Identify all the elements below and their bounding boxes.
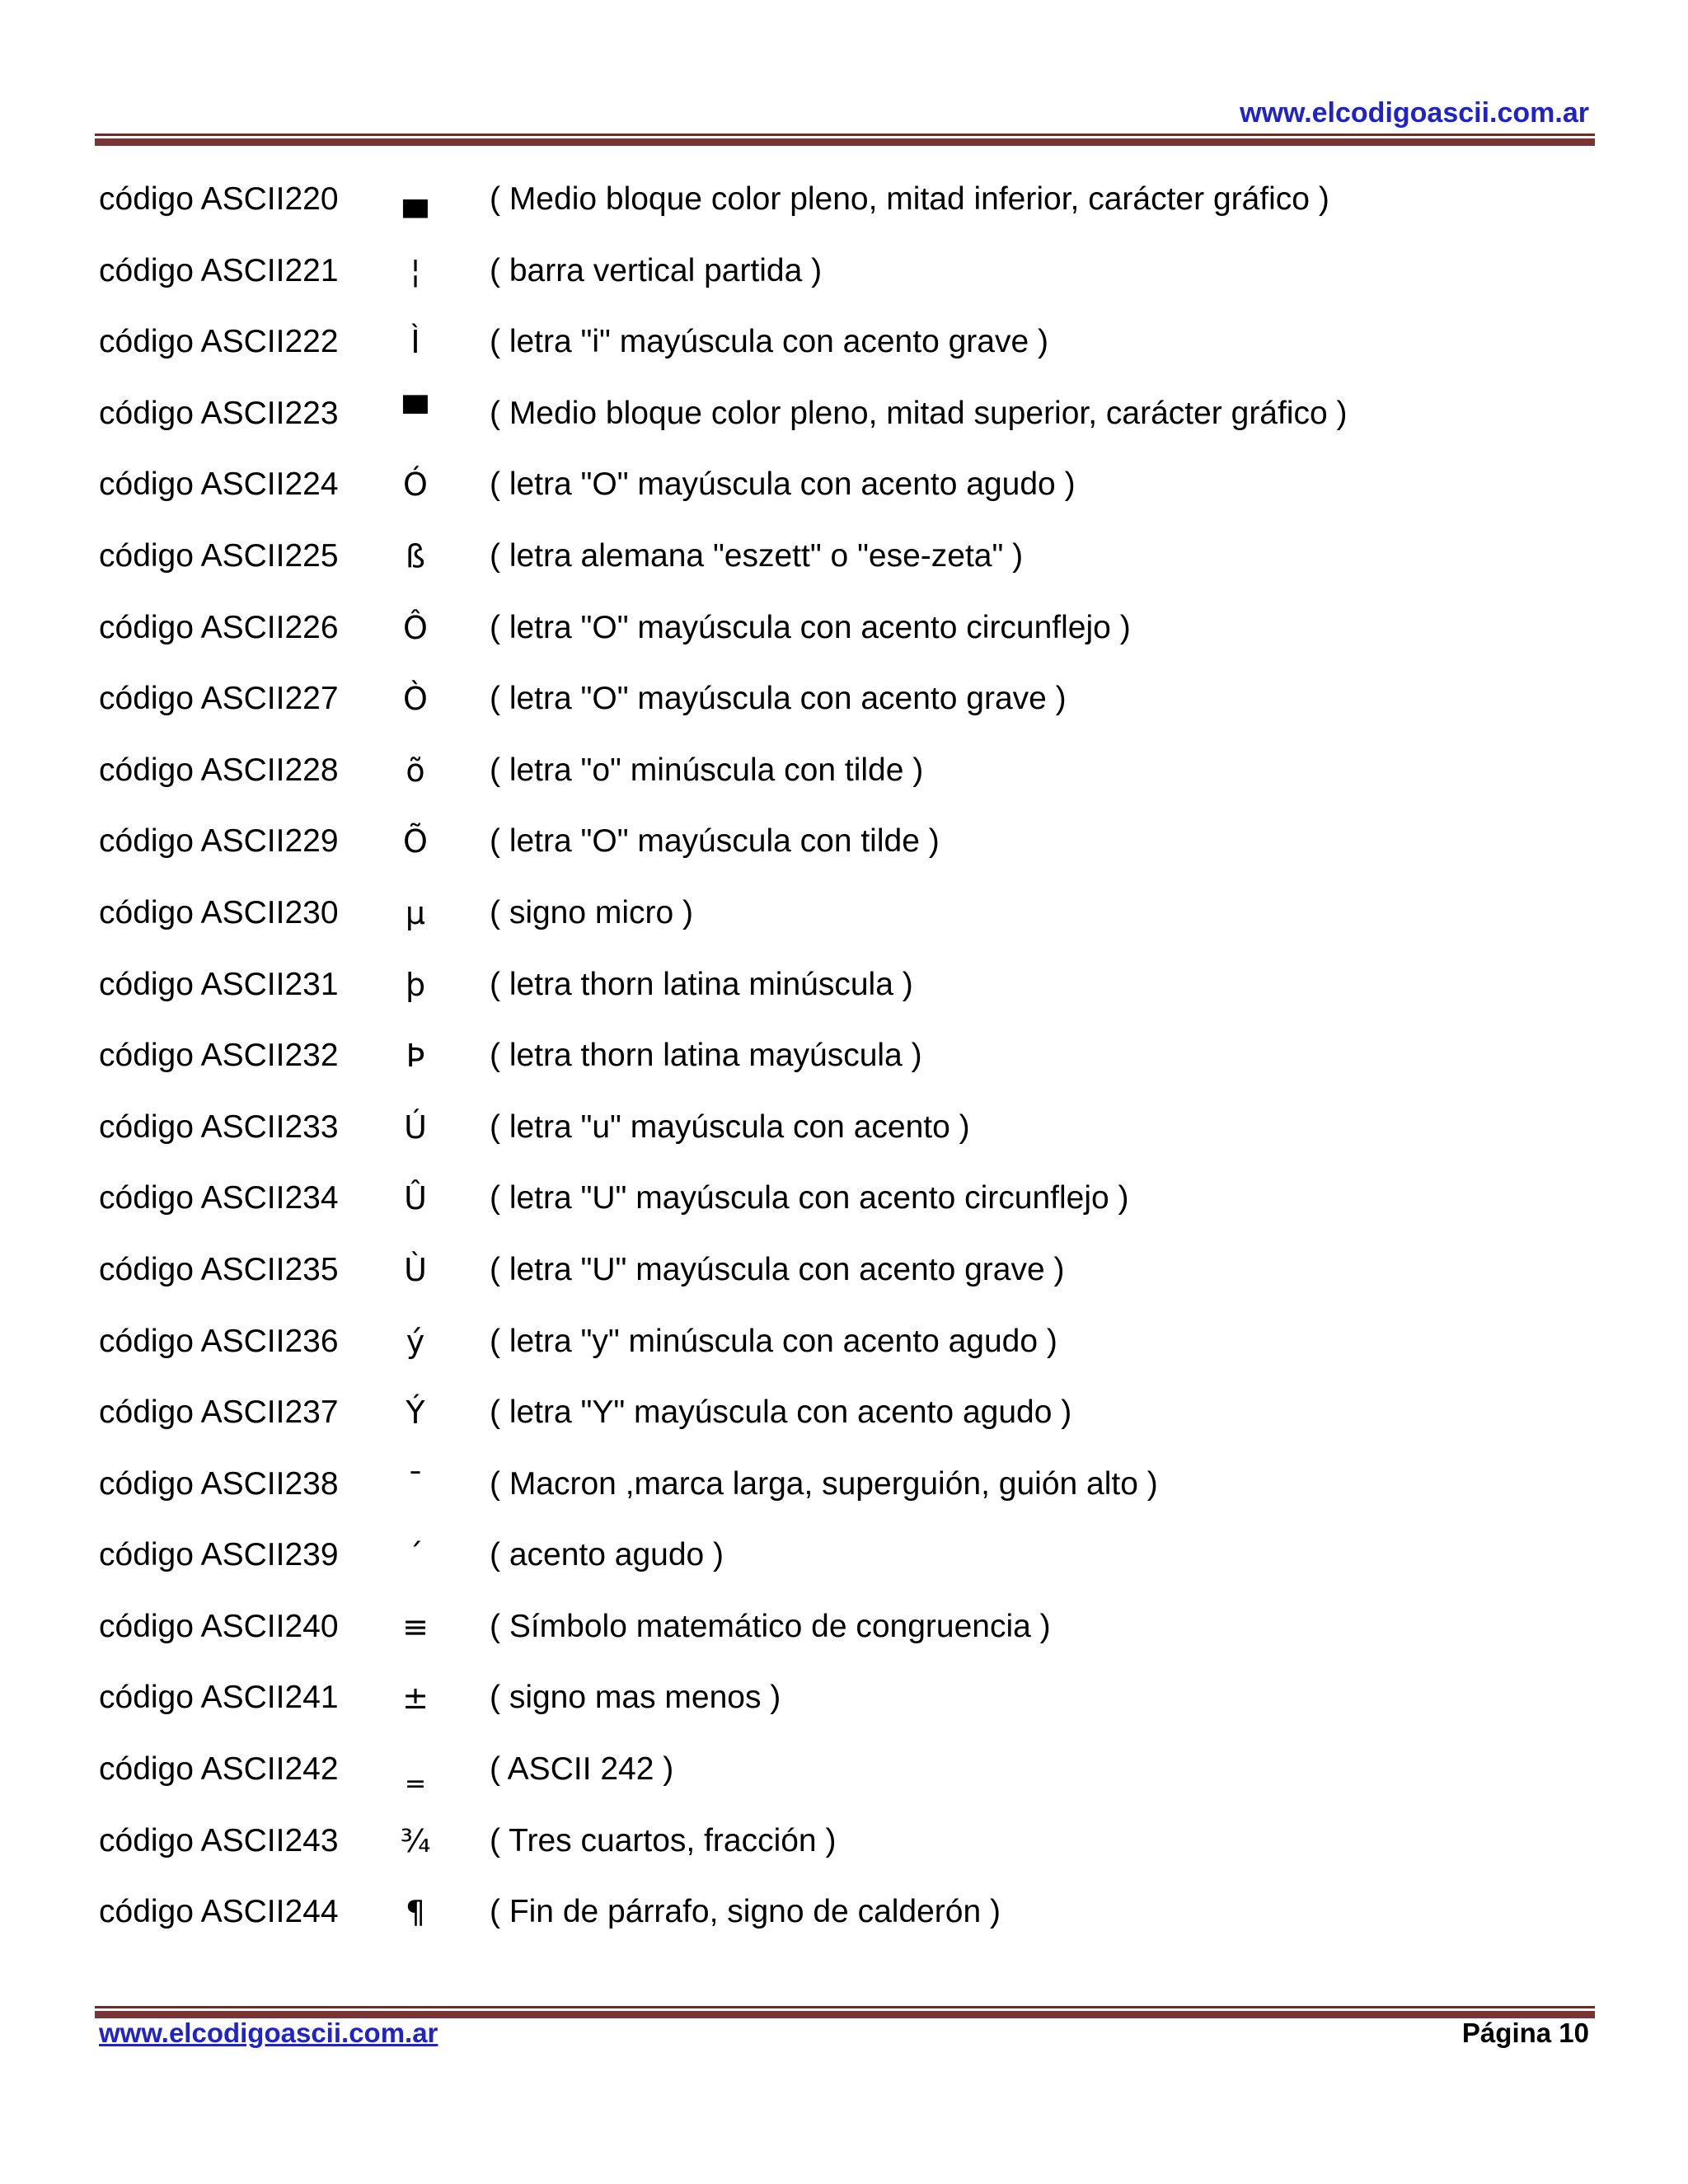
page-number: Página 10 [1461,2018,1589,2048]
ascii-description: ( letra "i" mayúscula con acento grave ) [490,324,1048,360]
ascii-description: ( acento agudo ) [490,1537,724,1573]
ascii-row-227 [99,669,1582,741]
ascii-row-225 [99,527,1582,598]
ascii-row-222 [99,312,1582,384]
ascii-description: ( letra thorn latina mayúscula ) [490,1038,922,1074]
ascii-code-label: código ASCII226 [99,609,339,645]
ascii-char: ± [402,1680,429,1717]
ascii-description: ( signo mas menos ) [490,1680,781,1716]
footer-site-link[interactable]: www.elcodigoascii.com.ar [99,2018,438,2048]
ascii-row-232 [99,1026,1582,1098]
ascii-char: Ò [403,681,428,718]
ascii-char: ▀ [403,395,428,432]
ascii-code-label: código ASCII238 [99,1465,339,1502]
ascii-code-label: código ASCII221 [99,252,339,288]
ascii-row-243 [99,1811,1582,1883]
ascii-description: ( letra "o" minúscula con tilde ) [490,752,924,788]
ascii-char: ▄ [403,181,428,218]
ascii-description: ( Fin de párrafo, signo de calderón ) [490,1894,1001,1930]
ascii-description: ( signo micro ) [490,894,694,930]
ascii-code-label: código ASCII234 [99,1180,339,1216]
ascii-row-224 [99,455,1582,527]
ascii-char: Õ [403,823,428,860]
ascii-code-label: código ASCII242 [99,1751,339,1788]
ascii-row-238 [99,1455,1582,1526]
ascii-row-220 [99,170,1582,241]
ascii-description: ( Tres cuartos, fracción ) [490,1822,837,1858]
ascii-char: Ì [410,324,420,361]
ascii-char: Ô [403,609,428,646]
header-rule-thick [95,138,1595,146]
ascii-description: ( Medio bloque color pleno, mitad superior, carácter gráfico ) [490,395,1348,431]
ascii-char: þ [405,966,426,1003]
ascii-description: ( letra "O" mayúscula con acento grave ) [490,681,1067,717]
ascii-description: ( letra "y" minúscula con acento agudo ) [490,1323,1057,1359]
ascii-description: ( letra "Y" mayúscula con acento agudo ) [490,1394,1072,1431]
ascii-row-242 [99,1740,1582,1811]
ascii-char: ¾ [400,1822,431,1859]
ascii-row-237 [99,1383,1582,1455]
ascii-row-228 [99,741,1582,813]
ascii-description: ( ASCII 242 ) [490,1751,674,1788]
ascii-description: ( letra "U" mayúscula con acento grave ) [490,1251,1065,1287]
ascii-char: Ó [403,466,428,504]
ascii-code-list [99,170,1582,1954]
header-rule [95,134,1595,146]
ascii-code-label: código ASCII232 [99,1038,339,1074]
ascii-row-221 [99,241,1582,313]
ascii-code-label: código ASCII230 [99,894,339,930]
ascii-row-233 [99,1098,1582,1169]
ascii-code-label: código ASCII228 [99,752,339,788]
ascii-description: ( letra "O" mayúscula con acento agudo ) [490,466,1076,503]
ascii-row-223 [99,384,1582,456]
ascii-description: ( letra thorn latina minúscula ) [490,966,913,1002]
ascii-char: õ [406,752,425,789]
ascii-row-241 [99,1668,1582,1740]
ascii-char: Ù [404,1251,427,1288]
ascii-code-label: código ASCII227 [99,681,339,717]
ascii-code-label: código ASCII225 [99,537,339,574]
ascii-description: ( Símbolo matemático de congruencia ) [490,1608,1051,1644]
ascii-code-label: código ASCII229 [99,823,339,860]
ascii-char: ¦ [410,252,421,289]
ascii-code-label: código ASCII224 [99,466,339,503]
ascii-code-label: código ASCII233 [99,1108,339,1145]
ascii-description: ( letra alemana "eszett" o "ese-zeta" ) [490,537,1024,574]
ascii-code-label: código ASCII244 [99,1894,339,1930]
ascii-row-240 [99,1597,1582,1669]
ascii-code-label: código ASCII222 [99,324,339,360]
ascii-description: ( barra vertical partida ) [490,252,823,288]
ascii-code-label: código ASCII231 [99,966,339,1002]
ascii-code-label: código ASCII223 [99,395,339,431]
ascii-row-234 [99,1169,1582,1240]
ascii-code-label: código ASCII239 [99,1537,339,1573]
ascii-row-226 [99,598,1582,670]
ascii-char: Þ [406,1038,425,1075]
ascii-char: µ [405,894,426,931]
ascii-char: ß [406,537,425,574]
ascii-code-label: código ASCII220 [99,181,339,217]
ascii-row-235 [99,1240,1582,1312]
ascii-description: ( letra "u" mayúscula con acento ) [490,1108,970,1145]
ascii-row-230 [99,883,1582,955]
ascii-char: ¶ [405,1894,426,1931]
ascii-row-229 [99,812,1582,883]
ascii-char: Ú [404,1108,427,1146]
ascii-char: ≡ [402,1608,429,1645]
ascii-char: ¯ [407,1465,424,1502]
ascii-code-label: código ASCII236 [99,1323,339,1359]
ascii-description: ( Macron ,marca larga, superguión, guión alto ) [490,1465,1158,1502]
ascii-description: ( letra "O" mayúscula con tilde ) [490,823,940,860]
ascii-code-label: código ASCII237 [99,1394,339,1431]
ascii-description: ( letra "U" mayúscula con acento circunflejo ) [490,1180,1129,1216]
header-site-link[interactable]: www.elcodigoascii.com.ar [1240,97,1589,129]
ascii-description: ( Medio bloque color pleno, mitad inferior, carácter gráfico ) [490,181,1329,217]
ascii-char: ´ [407,1537,424,1574]
ascii-code-label: código ASCII240 [99,1608,339,1644]
ascii-code-label: código ASCII235 [99,1251,339,1287]
ascii-char: Û [404,1180,427,1217]
ascii-row-231 [99,955,1582,1027]
ascii-row-239 [99,1526,1582,1597]
ascii-row-236 [99,1312,1582,1384]
ascii-description: ( letra "O" mayúscula con acento circunflejo ) [490,609,1131,645]
ascii-row-244 [99,1882,1582,1954]
ascii-char: ‗ [407,1751,424,1788]
ascii-code-label: código ASCII243 [99,1822,339,1858]
ascii-char: Ý [406,1394,425,1432]
footer-rule [95,2006,1595,2018]
ascii-code-label: código ASCII241 [99,1680,339,1716]
ascii-char: ý [406,1323,425,1360]
